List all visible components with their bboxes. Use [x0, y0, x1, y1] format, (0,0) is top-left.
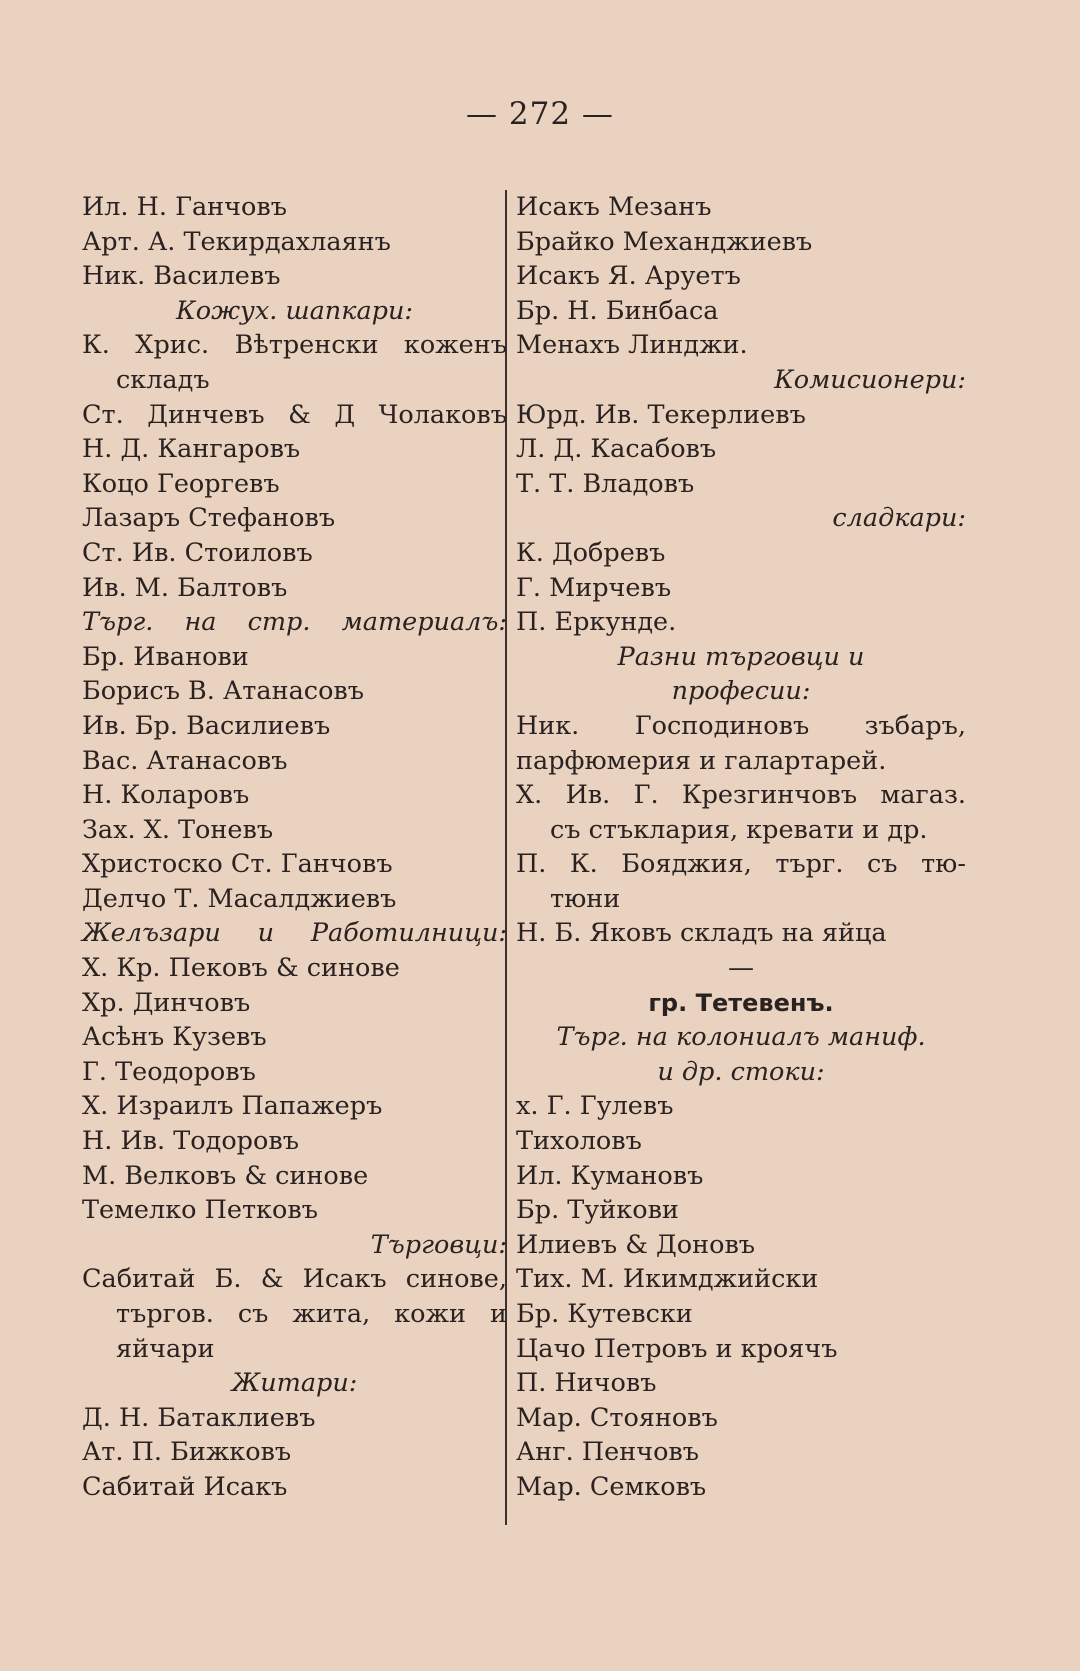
- directory-entry: Арт. А. Текирдахлаянъ: [82, 226, 391, 257]
- directory-entry: Исакъ Мезанъ: [516, 192, 712, 222]
- section-heading: Търг. на стр. материалъ:: [82, 607, 507, 638]
- directory-entry: Л. Д. Касабовъ: [516, 434, 717, 465]
- directory-entry: Х. Израилъ Папажеръ: [82, 1091, 383, 1122]
- directory-entry: К. Добревъ: [516, 537, 666, 568]
- left-column: [82, 190, 507, 1505]
- directory-entry: Брайко Механджиевъ: [516, 226, 813, 257]
- entry-continuation: търгов. съ жита, кожи и: [116, 1299, 507, 1329]
- directory-entry: Ат. П. Бижковъ: [82, 1437, 292, 1468]
- directory-entry: Анг. Пенчовъ: [516, 1437, 699, 1468]
- directory-entry: Г. Теодоровъ: [82, 1056, 256, 1087]
- directory-entry: Тих. М. Икимджийски: [516, 1264, 819, 1295]
- page-number: — 272 —: [466, 96, 614, 132]
- directory-entry: Хр. Динчовъ: [82, 987, 251, 1018]
- directory-entry: Асѣнъ Кузевъ: [82, 1022, 267, 1053]
- directory-entry: Х. Ив. Г. Крезгинчовъ магаз.: [516, 780, 966, 811]
- directory-entry: Д. Н. Батаклиевъ: [82, 1402, 316, 1433]
- section-heading: и др. стоки:: [657, 1056, 825, 1087]
- directory-entry: К. Хрис. Вѣтренски коженъ: [82, 330, 507, 361]
- directory-entry: Н. Б. Яковъ складъ на яйца: [516, 918, 887, 949]
- directory-entry: Н. Ив. Тодоровъ: [82, 1126, 299, 1157]
- section-separator: —: [728, 953, 754, 984]
- section-heading: Разни търговци и: [617, 641, 865, 672]
- directory-entry: Ив. Бр. Василиевъ: [82, 710, 331, 741]
- directory-entry: Ив. М. Балтовъ: [82, 572, 288, 603]
- entry-continuation: тюни: [550, 883, 621, 914]
- directory-entry: Сабитай Исакъ: [82, 1471, 288, 1502]
- entry-continuation: яйчари: [116, 1333, 215, 1364]
- directory-entry: Т. Т. Владовъ: [516, 468, 695, 499]
- section-heading: Комисионери:: [774, 364, 966, 395]
- directory-entry: Борисъ В. Атанасовъ: [82, 676, 365, 707]
- directory-entry: Делчо Т. Масалджиевъ: [82, 883, 397, 914]
- directory-entry: Н. Д. Кангаровъ: [82, 434, 301, 465]
- directory-entry: Сабитай Б. & Исакъ синове,: [82, 1264, 507, 1295]
- directory-entry: Илиевъ & Доновъ: [516, 1229, 756, 1260]
- directory-entry: Зах. Х. Тоневъ: [82, 814, 274, 845]
- directory-entry: Цачо Петровъ и кроячъ: [516, 1333, 838, 1364]
- directory-entry: Мар. Семковъ: [516, 1471, 707, 1502]
- directory-entry: П. К. Бояджия, търг. съ тю-: [516, 849, 966, 880]
- directory-entry: Бр. Иванови: [82, 641, 249, 672]
- directory-entry: Лазаръ Стефановъ: [82, 503, 336, 534]
- city-heading: гр. Тетевенъ.: [648, 988, 834, 1017]
- directory-entry: Ил. Кумановъ: [516, 1160, 704, 1191]
- section-heading: Търговци:: [370, 1229, 507, 1260]
- directory-entry: Тихоловъ: [516, 1126, 642, 1157]
- directory-entry: Ил. Н. Ганчовъ: [82, 192, 287, 222]
- directory-entry: Исакъ Я. Аруетъ: [516, 261, 741, 292]
- directory-entry: Бр. Туйкови: [516, 1195, 679, 1226]
- directory-entry: М. Велковъ & синове: [82, 1160, 369, 1191]
- right-column: [516, 190, 966, 1505]
- entry-continuation: складъ: [116, 364, 210, 395]
- section-heading: сладкари:: [832, 503, 966, 534]
- directory-entry: парфюмерия и галартарей.: [516, 745, 887, 776]
- directory-entry: Бр. Н. Бинбаса: [516, 295, 719, 326]
- section-heading: Кожух. шапкари:: [175, 295, 413, 326]
- directory-entry: Г. Мирчевъ: [516, 572, 672, 603]
- section-heading: Желъзари и Работилници:: [82, 918, 507, 949]
- directory-entry: х. Г. Гулевъ: [516, 1091, 674, 1122]
- directory-entry: П. Ничовъ: [516, 1368, 657, 1399]
- directory-entry: Х. Кр. Пековъ & синове: [82, 953, 400, 984]
- directory-entry: Вас. Атанасовъ: [82, 745, 288, 776]
- directory-entry: П. Еркунде.: [516, 607, 677, 638]
- directory-entry: Коцо Георгевъ: [82, 468, 280, 499]
- directory-entry: Юрд. Ив. Текерлиевъ: [516, 399, 806, 430]
- entry-continuation: съ стъклария, кревати и др.: [550, 814, 928, 845]
- directory-entry: Ник. Господиновъ зъбаръ,: [516, 710, 966, 741]
- directory-entry: Ник. Василевъ: [82, 261, 281, 292]
- directory-entry: Ст. Ив. Стоиловъ: [82, 537, 313, 568]
- directory-entry: Н. Коларовъ: [82, 780, 250, 811]
- directory-entry: Темелко Петковъ: [82, 1195, 318, 1226]
- directory-entry: Мар. Стояновъ: [516, 1402, 718, 1433]
- directory-entry: Христоско Ст. Ганчовъ: [82, 849, 393, 880]
- section-heading: Търг. на колониалъ маниф.: [556, 1022, 926, 1053]
- section-heading: Житари:: [231, 1368, 358, 1399]
- directory-entry: Бр. Кутевски: [516, 1299, 693, 1329]
- section-heading: професии:: [671, 676, 811, 707]
- directory-entry: Ст. Динчевъ & Д Чолаковъ: [82, 399, 507, 430]
- directory-entry: Менахъ Линджи.: [516, 330, 748, 361]
